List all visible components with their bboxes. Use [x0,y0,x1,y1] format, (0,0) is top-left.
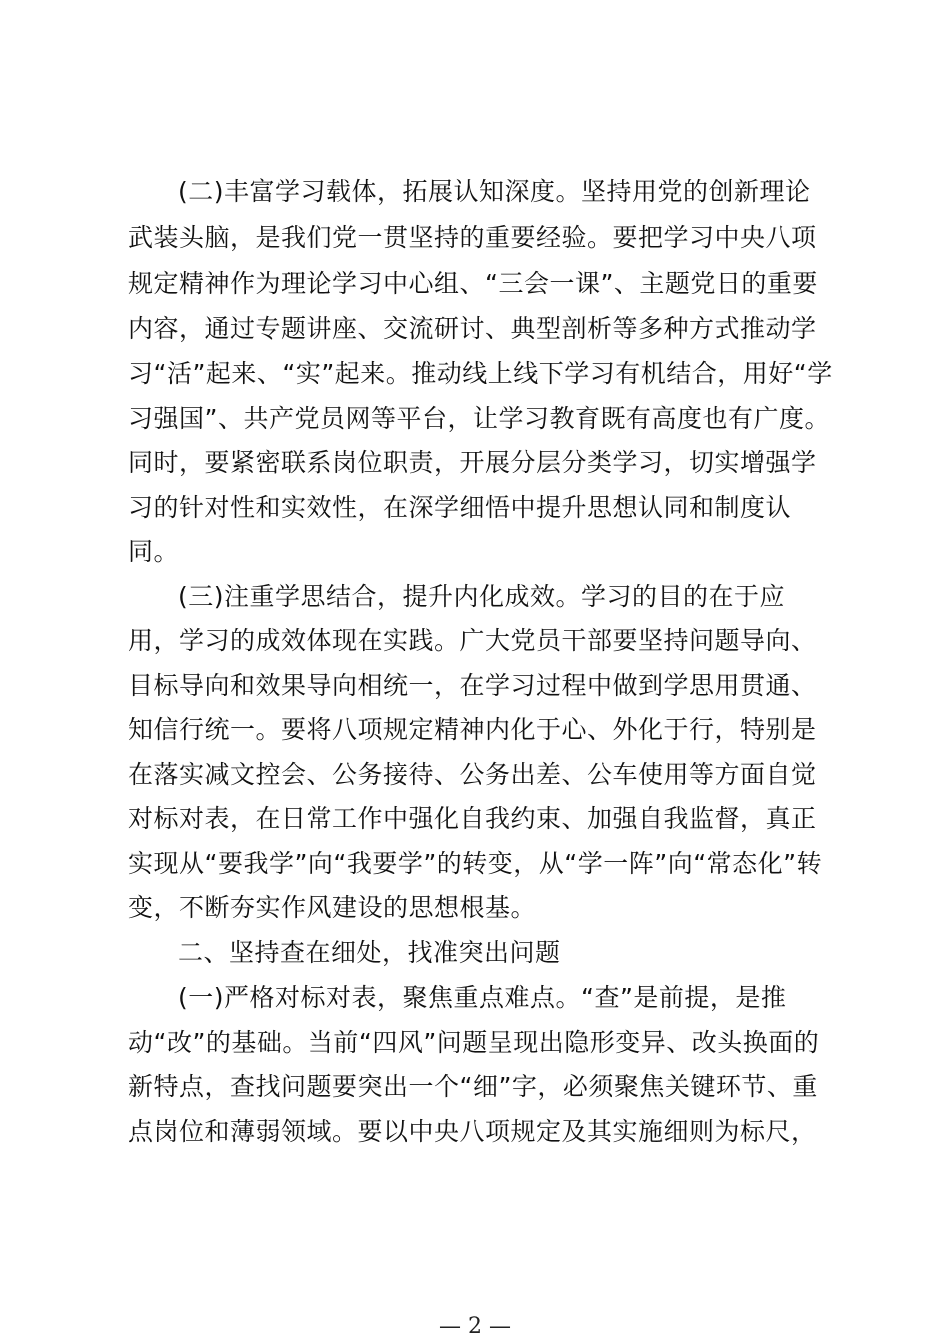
paragraph-line: 习的针对性和实效性，在深学细悟中提升思想认同和制度认 [128,493,792,522]
paragraph-line: 点岗位和薄弱领域。要以中央八项规定及其实施细则为标尺， [128,1117,817,1146]
section-heading: 二、坚持查在细处，找准突出问题 [178,938,561,967]
page-number: — 2 — [439,1314,511,1339]
paragraph-line: 同。 [128,537,180,566]
paragraph-line: (二)丰富学习载体，拓展认知深度。坚持用党的创新理论 [178,177,811,206]
paragraph-line: (三)注重学思结合，提升内化成效。学习的目的在于应 [178,582,786,611]
paragraph-line: 知信行统一。要将八项规定精神内化于心、外化于行，特别是 [128,715,817,744]
paragraph-line: 动“改”的基础。当前“四风”问题呈现出隐形变异、改头换面的 [128,1028,820,1057]
paragraph-line: 对标对表，在日常工作中强化自我约束、加强自我监督，真正 [128,804,817,833]
paragraph-line: 武装头脑，是我们党一贯坚持的重要经验。要把学习中央八项 [128,223,817,252]
paragraph-line: 实现从“要我学”向“我要学”的转变，从“学一阵”向“常态化”转 [128,849,823,878]
paragraph-line: 在落实减文控会、公务接待、公务出差、公车使用等方面自觉 [128,760,817,789]
paragraph-line: 同时，要紧密联系岗位职责，开展分层分类学习，切实增强学 [128,448,817,477]
paragraph-line: 目标导向和效果导向相统一，在学习过程中做到学思用贯通、 [128,671,817,700]
paragraph-line: 习强国”、共产党员网等平台，让学习教育既有高度也有广度。 [128,404,830,433]
paragraph-line: 内容，通过专题讲座、交流研讨、典型剖析等多种方式推动学 [128,314,817,343]
paragraph-line: 规定精神作为理论学习中心组、“三会一课”、主题党日的重要 [128,269,818,298]
paragraph-line: 用，学习的成效体现在实践。广大党员干部要坚持问题导向、 [128,626,817,655]
paragraph-line: 新特点，查找问题要突出一个“细”字，必须聚焦关键环节、重 [128,1072,818,1101]
paragraph-line: 习“活”起来、“实”起来。推动线上线下学习有机结合，用好“学 [128,359,833,388]
paragraph-line: (一)严格对标对表，聚焦重点难点。“查”是前提，是推 [178,983,787,1012]
paragraph-line: 变，不断夯实作风建设的思想根基。 [128,893,537,922]
